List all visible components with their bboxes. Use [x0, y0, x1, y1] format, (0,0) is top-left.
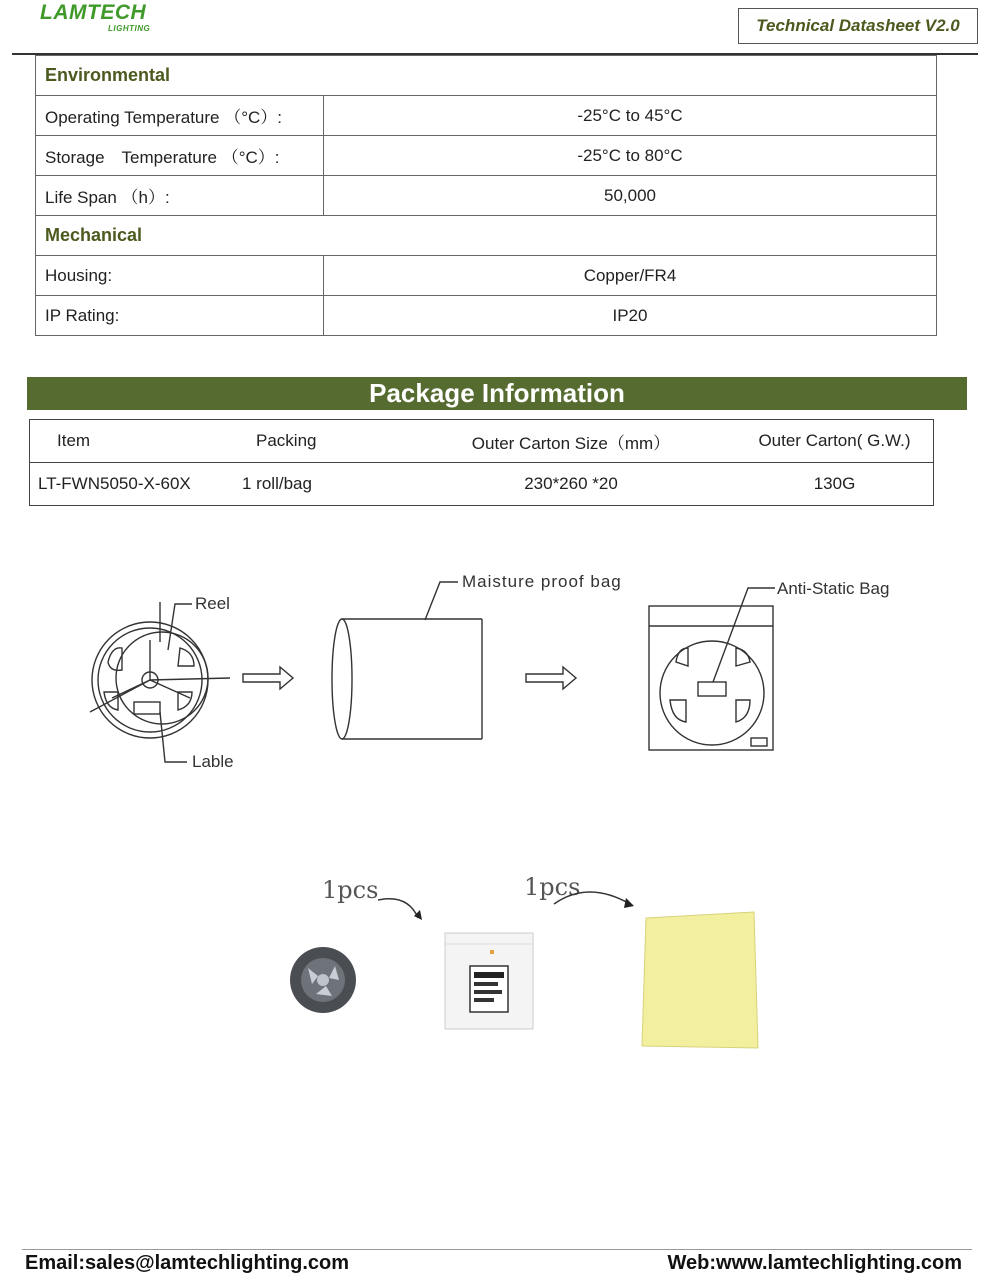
cell-carton-size: 230*260 *20: [406, 463, 736, 506]
footer-email: Email:sales@lamtechlighting.com: [25, 1252, 350, 1274]
housing-value: Copper/FR4: [324, 256, 937, 296]
table-row: [36, 176, 937, 216]
reel-photo: [290, 947, 356, 1013]
arrow-right-icon: [243, 667, 293, 689]
table-row: [30, 463, 934, 506]
operating-temperature-value: -25°C to 45°C: [324, 96, 937, 136]
anti-static-bag-label: Anti-Static Bag: [777, 579, 890, 598]
moisture-proof-bag-label: Maisture proof bag: [462, 572, 622, 591]
moisture-proof-bag-photo: [642, 912, 758, 1048]
storage-temperature-value: -25°C to 80°C: [324, 136, 937, 176]
cell-carton-weight: 130G: [736, 463, 934, 506]
packaging-photo-sequence: [280, 860, 780, 1060]
column-header-carton-size: Outer Carton Size（mm）: [406, 420, 736, 463]
cell-packing: 1 roll/bag: [242, 463, 406, 506]
section-title-mechanical: Mechanical: [36, 216, 937, 256]
housing-label: Housing:: [36, 256, 324, 296]
column-header-carton-weight: Outer Carton( G.W.): [736, 420, 934, 463]
life-span-label: Life Span （h）:: [36, 176, 324, 216]
reel-drawing: [90, 602, 230, 762]
section-row-environmental: [36, 56, 937, 96]
moisture-proof-bag-drawing: [332, 582, 482, 739]
specification-table: [35, 55, 937, 336]
company-logo: [40, 2, 160, 36]
package-table: [29, 419, 934, 506]
logo-wordmark: LAMTECH: [40, 1, 147, 24]
operating-temperature-label: Operating Temperature （°C）:: [36, 96, 324, 136]
table-header-row: [30, 420, 934, 463]
column-header-item: Item: [30, 420, 243, 463]
footer-divider: [22, 1249, 972, 1250]
cell-item: LT-FWN5050-X-60X: [30, 463, 243, 506]
ip-rating-label: IP Rating:: [36, 296, 324, 336]
table-row: [36, 296, 937, 336]
step1-quantity-label: 1pcs: [322, 876, 379, 904]
anti-static-bag-photo: [445, 933, 533, 1029]
footer-website: Web:www.lamtechlighting.com: [667, 1252, 962, 1274]
life-span-value: 50,000: [324, 176, 937, 216]
step2-quantity-label: 1pcs: [524, 873, 581, 901]
curved-arrow-icon: [378, 899, 418, 918]
ip-rating-value: IP20: [324, 296, 937, 336]
section-row-mechanical: [36, 216, 937, 256]
document-title: Technical Datasheet V2.0: [738, 8, 978, 44]
table-row: [36, 136, 937, 176]
anti-static-bag-drawing: [649, 588, 775, 750]
package-information-banner: Package Information: [27, 377, 967, 410]
arrow-right-icon: [526, 667, 576, 689]
lable-label: Lable: [192, 752, 234, 771]
reel-label: Reel: [195, 594, 230, 613]
table-row: [36, 256, 937, 296]
table-row: [36, 96, 937, 136]
column-header-packing: Packing: [242, 420, 406, 463]
packaging-diagram: [80, 560, 940, 790]
logo-subtitle: LIGHTING: [108, 24, 151, 33]
arrowhead-icon: [624, 898, 634, 908]
section-title-environmental: Environmental: [36, 56, 937, 96]
storage-temperature-label: Storage Temperature （°C）:: [36, 136, 324, 176]
